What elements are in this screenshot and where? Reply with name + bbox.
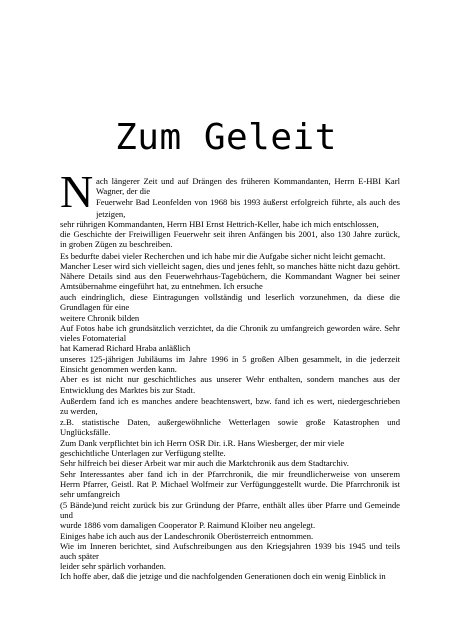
text-line: Ich hoffe aber, daß die jetzige und die nachfolgenden Generationen doch ein wenig Einblick in <box>60 571 386 581</box>
text-line: unseres 125-jährigen Jubiläums im Jahre 1996 in 5 großen Alben gesammelt, in die jederzeit <box>60 354 400 364</box>
text-line: die Geschichte der Freiwilligen Feuerwehr seit ihren Anfängen bis 2001, also 130 Jahre zurück, <box>60 229 400 239</box>
text-line: Sehr Interessantes aber fand ich in der Pfarrchronik, die mir freundlicherweise von unserem <box>60 469 400 479</box>
text-line: (5 Bände)und reicht zurück bis zur Gründung der Pfarre, enthält alles über Pfarre und Gemeinde <box>60 500 400 510</box>
text-line: jetzigen, <box>96 209 126 219</box>
text-line: auch später <box>60 551 99 561</box>
text-line: wurde 1886 vom damaligen Cooperator P. Raimund Kloiber neu angelegt. <box>60 520 316 530</box>
text-line: Einiges habe ich auch aus der Landeschronik Oberösterreich entnommen. <box>60 531 314 541</box>
text-line: Mancher Leser wird sich vielleicht sagen, dies und jenes fehlt, so manches hätte nicht dazu gehört. <box>60 261 400 271</box>
text-line: ach längerer Zeit und auf Drängen des früheren Kommandanten, Herrn E-HBI Karl <box>96 176 400 186</box>
drop-cap: N <box>60 166 94 217</box>
text-line: zu werden, <box>60 406 98 416</box>
text-line: Außerdem fand ich es manches andere beachtenswert, bzw. fand ich es wert, niedergeschrieben <box>60 396 400 406</box>
text-line: Unglücksfälle. <box>60 427 111 437</box>
text-line: Grundlagen für eine <box>60 302 130 312</box>
text-line: Zum Dank verpflichtet bin ich Herrn OSR Dir. i.R. Hans Wiesberger, der mir viele <box>60 438 345 448</box>
text-line: vieles Fotomaterial <box>60 333 127 343</box>
text-line: Es bedurfte dabei vieler Recherchen und ich habe mir die Aufgabe sicher nicht leicht gemacht. <box>60 251 386 261</box>
text-line: z.B. statistische Daten, außergewöhnliche Wetterlagen sowie große Katastrophen und <box>60 417 400 427</box>
text-line: Einsicht genommen werden kann. <box>60 364 177 374</box>
text-line: sehr rührigen Kommandanten, Herrn HBI Ernst Hettrich-Keller, habe ich mich entschlossen, <box>60 219 379 229</box>
text-line: und <box>60 510 73 520</box>
text-line: geschichtliche Unterlagen zur Verfügung stellte. <box>60 448 226 458</box>
text-line: hat Kamerad Richard Hraba anläßlich <box>60 343 191 353</box>
text-line: weitere Chronik bilden <box>60 313 140 323</box>
text-line: leider sehr spärlich vorhanden. <box>60 561 166 571</box>
text-line: Wagner, der die <box>96 186 151 196</box>
text-line: Herrn Pfarrer, Geistl. Rat P. Michael Wolfmeir zur Verfügunggestellt wurde. Die Pfarrchronik ist <box>60 479 400 489</box>
text-line: Wie im Inneren berichtet, sind Aufschreibungen aus den Kriegsjahren 1939 bis 1945 und teils <box>60 541 400 551</box>
text-line: Auf Fotos habe ich grundsätzlich verzichtet, da die Chronik zu umfangreich geworden wäre. Sehr <box>60 323 400 333</box>
text-line: Aber es ist nicht nur geschichtliches aus unserer Wehr enthalten, sondern manches aus der <box>60 374 400 384</box>
text-line: Amtsübernahme eingeführt hat, zu entnehmen. Ich ersuche <box>60 281 263 291</box>
page-title: Zum Geleit <box>115 117 337 158</box>
text-line: in groben Zügen zu beschreiben. <box>60 239 173 249</box>
text-line: sehr umfangreich <box>60 489 120 499</box>
text-line: Feuerwehr Bad Leonfelden von 1968 bis 1993 äußerst erfolgreich führte, als auch des <box>96 197 400 207</box>
text-line: Nähere Details sind aus den Feuerwehrhaus-Tagebüchern, die Kommandant Wagner bei seiner <box>60 271 400 281</box>
text-line: auch eindringlich, diese Eintragungen vollständig und leserlich vorzunehmen, da diese die <box>60 292 400 302</box>
text-line: Sehr hilfreich bei dieser Arbeit war mir auch die Marktchronik aus dem Stadtarchiv. <box>60 458 349 468</box>
text-line: Entwicklung des Marktes bis zur Stadt. <box>60 385 196 395</box>
